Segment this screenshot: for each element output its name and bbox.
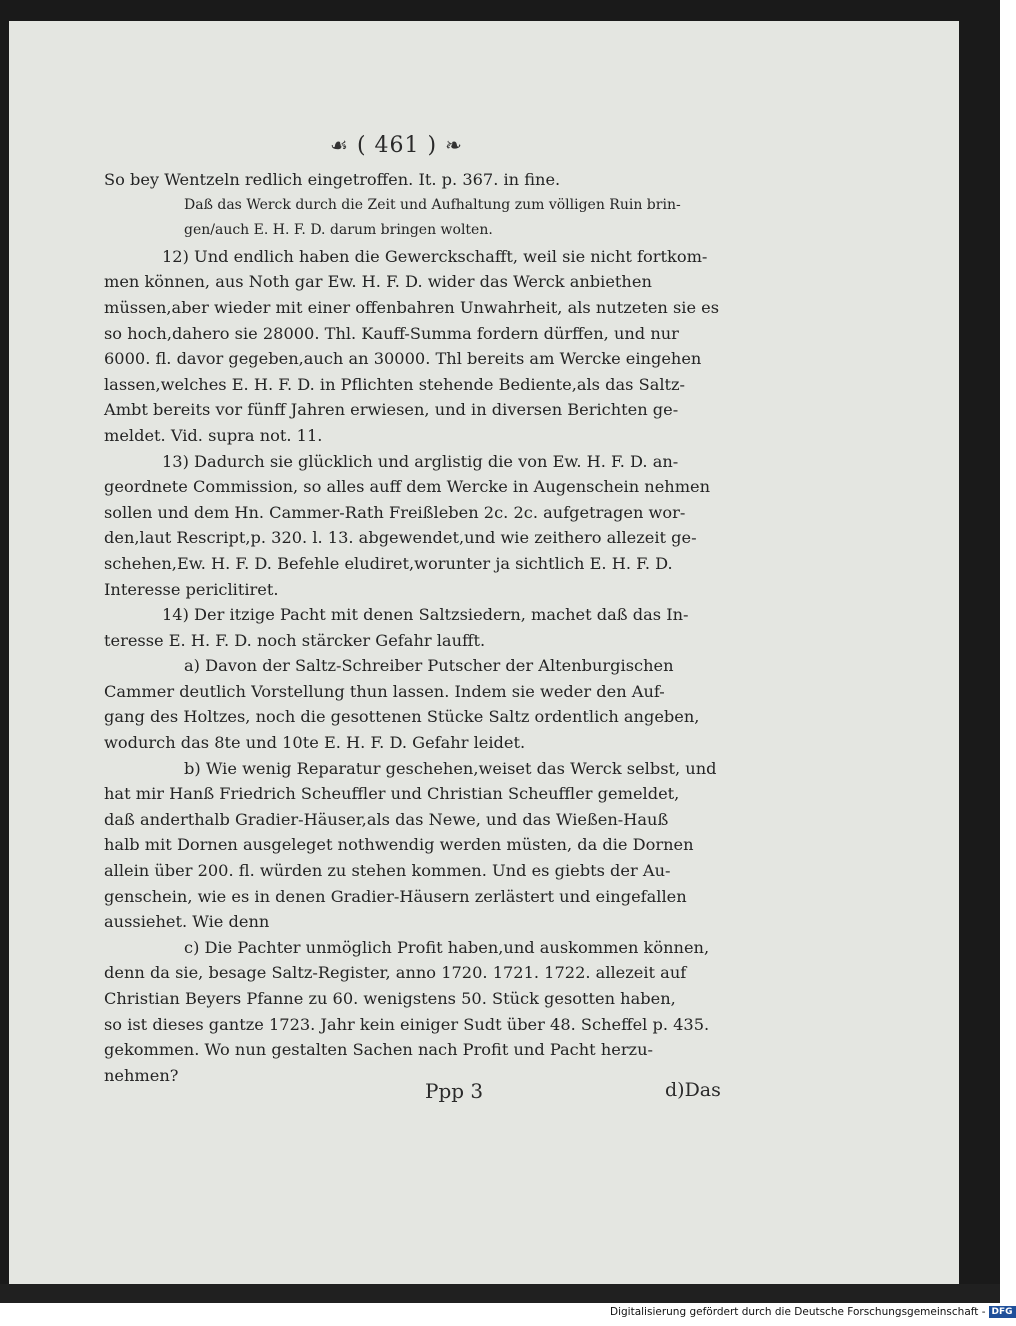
page-body-text — [104, 167, 754, 1088]
text-line: men können, aus Noth gar Ew. H. F. D. wider das Werck anbiethen — [104, 272, 652, 292]
text-line: 14) Der itzige Pacht mit denen Saltzsiedern, machet daß das In- — [162, 605, 689, 625]
text-line: Daß das Werck durch die Zeit und Aufhaltung zum völligen Ruin brin- — [184, 196, 681, 213]
text-line: Ambt bereits vor fünff Jahren erwiesen, und in diversen Berichten ge- — [104, 400, 679, 420]
text-line: So bey Wentzeln redlich eingetroffen. It. p. 367. in fine. — [104, 170, 561, 189]
text-line: 12) Und endlich haben die Gewerckschafft, weil sie nicht fortkom- — [162, 246, 708, 266]
text-line: teresse E. H. F. D. noch stärcker Gefahr laufft. — [104, 630, 486, 650]
text-line: c) Die Pachter unmöglich Profit haben,und auskommen können, — [184, 937, 710, 957]
text-line: Christian Beyers Pfanne zu 60. wenigstens 50. Stück gesotten haben, — [104, 989, 676, 1008]
scan-bottom-edge — [0, 1284, 1000, 1303]
catchword: d)Das — [665, 1079, 721, 1101]
ornament-left-icon: ☙ — [330, 133, 349, 157]
text-line: so ist dieses gantze 1723. Jahr kein einiger Sudt über 48. Scheffel p. 435. — [104, 1014, 710, 1034]
text-line: so hoch,dahero sie 28000. Thl. Kauff-Summa fordern dürffen, und nur — [104, 323, 679, 343]
text-line: aussiehet. Wie denn — [104, 912, 270, 932]
text-line: 13) Dadurch sie glücklich und arglistig die von Ew. H. F. D. an- — [162, 451, 679, 471]
dfg-logo: DFG — [989, 1306, 1016, 1318]
signature-mark: Ppp 3 — [425, 1079, 484, 1103]
text-line: Cammer deutlich Vorstellung thun lassen. Indem sie weder den Auf- — [104, 681, 665, 701]
page-number: ( 461 ) — [356, 133, 438, 158]
text-line: 6000. fl. davor gegeben,auch an 30000. Thl bereits am Wercke eingehen — [104, 349, 702, 369]
text-line: wodurch das 8te und 10te E. H. F. D. Gefahr leidet. — [104, 733, 526, 753]
text-line: a) Davon der Saltz-Schreiber Putscher der Altenburgischen — [184, 656, 674, 676]
text-line: sollen und dem Hn. Cammer-Rath Freißleben 2c. 2c. aufgetragen wor- — [104, 502, 686, 522]
text-line: gen/auch E. H. F. D. darum bringen wolten. — [184, 222, 493, 239]
text-line: lassen,welches E. H. F. D. in Pflichten stehende Bediente,als das Saltz- — [104, 374, 686, 394]
text-line: nehmen? — [104, 1065, 179, 1085]
text-line: schehen,Ew. H. F. D. Befehle eludiret,worunter ja sichtlich E. H. F. D. — [104, 553, 673, 573]
text-line: halb mit Dornen ausgeleget nothwendig werden müsten, da die Dornen — [104, 835, 694, 855]
ornament-right-icon: ❧ — [445, 133, 463, 157]
text-line: meldet. Vid. supra not. 11. — [104, 425, 323, 445]
text-line: den,laut Rescript,p. 320. l. 13. abgewendet,und wie zeithero allezeit ge- — [104, 528, 697, 548]
text-line: gekommen. Wo nun gestalten Sachen nach Profit und Pacht herzu- — [104, 1040, 653, 1060]
text-line: müssen,aber wieder mit einer offenbahren Unwahrheit, als nutzeten sie es — [104, 297, 720, 317]
text-line: hat mir Hanß Friedrich Scheuffler und Christian Scheuffler gemeldet, — [104, 784, 680, 804]
page-header — [330, 133, 463, 158]
credit-text: Digitalisierung gefördert durch die Deutsche Forschungsgemeinschaft - — [610, 1306, 986, 1318]
text-line: genschein, wie es in denen Gradier-Häusern zerlästert und eingefallen — [104, 886, 687, 906]
text-line: gang des Holtzes, noch die gesottenen Stücke Saltz ordentlich angeben, — [104, 707, 700, 727]
text-line: allein über 200. fl. würden zu stehen kommen. Und es giebts der Au- — [104, 861, 671, 881]
funding-credit — [610, 1306, 1016, 1318]
text-line: Interesse periclitiret. — [104, 579, 279, 599]
text-line: denn da sie, besage Saltz-Register, anno 1720. 1721. 1722. allezeit auf — [104, 963, 687, 983]
text-line: daß anderthalb Gradier-Häuser,als das Newe, und das Wießen-Hauß — [104, 809, 669, 829]
text-line: b) Wie wenig Reparatur geschehen,weiset das Werck selbst, und — [184, 758, 717, 778]
text-line: geordnete Commission, so alles auff dem Wercke in Augenschein nehmen — [104, 477, 711, 497]
